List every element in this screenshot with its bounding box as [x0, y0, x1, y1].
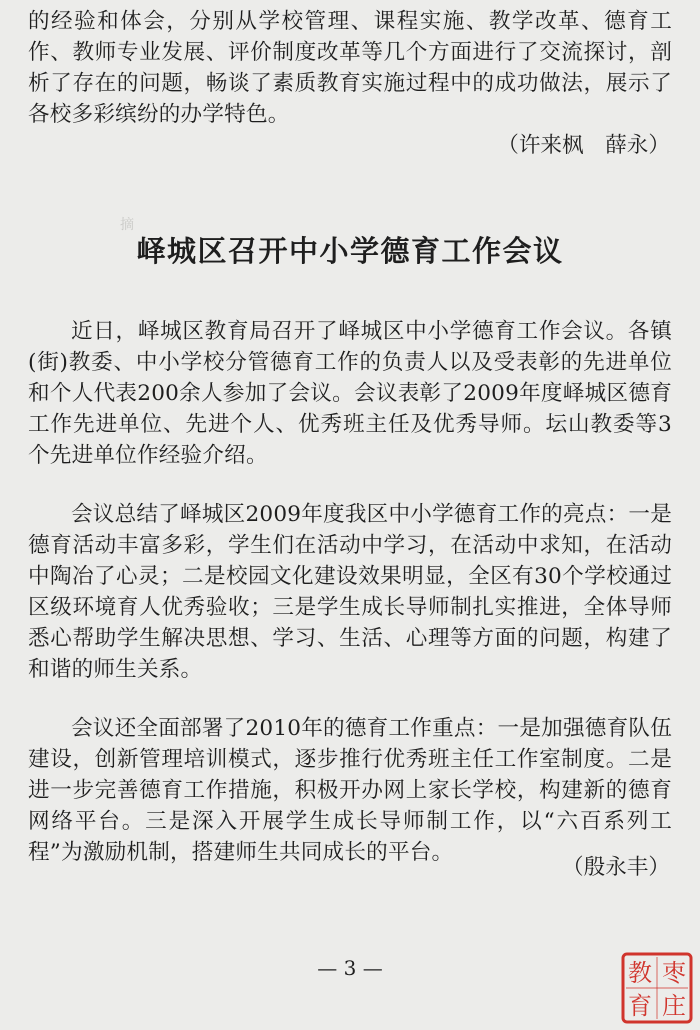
article-paragraph-2: 会议总结了峄城区2009年度我区中小学德育工作的亮点：一是德育活动丰富多彩，学生们在活动中学习，在活动中求知，在活动中陶冶了心灵；二是校园文化建设效果明显，全区有30个学校通过区级环境育人优秀验收；三是学生成长导师制扎实推进，全体导师悉心帮助学生解决思想、学习、生活、心理等方面的问题，构建了和谐的师生关系。 — [28, 502, 672, 682]
continued-paragraph: 的经验和体会，分别从学校管理、课程实施、教学改革、德育工作、教师专业发展、评价制度改革等几个方面进行了交流探讨，剖析了存在的问题，畅谈了素质教育实施过程中的成功做法，展示了各校多彩缤纷的办学特色。 — [28, 9, 672, 127]
article-paragraph-3: 会议还全面部署了2010年的德育工作重点：一是加强德育队伍建设，创新管理培训模式，逐步推行优秀班主任工作室制度。二是进一步完善德育工作措施，积极开办网上家长学校，构建新的德育网络平台。三是深入开展学生成长导师制工作，以“六百系列工程”为激励机制，搭建师生共同成长的平台。 — [28, 716, 672, 865]
svg-text:庄: 庄 — [662, 992, 686, 1020]
article-paragraph-1: 近日，峄城区教育局召开了峄城区中小学德育工作会议。各镇(街)教委、中小学校分管德育工作的负责人以及受表彰的先进单位和个人代表200余人参加了会议。会议表彰了2009年度峄城区德育工作先进单位、先进个人、优秀班主任及优秀导师。坛山教委等3个先进单位作经验介绍。 — [28, 319, 672, 468]
page-number: — 3 — — [317, 956, 383, 980]
bleed-through-mark: 摘 — [120, 217, 134, 233]
article-signature: （殷永丰） — [562, 855, 670, 880]
top-signature: （许来枫 薛永） — [497, 133, 670, 158]
svg-text:教: 教 — [628, 959, 652, 987]
zaozhuang-education-seal-icon — [620, 951, 694, 1025]
article-title: 峄城区召开中小学德育工作会议 — [136, 234, 564, 268]
svg-text:育: 育 — [628, 992, 652, 1020]
svg-text:枣: 枣 — [662, 959, 686, 987]
